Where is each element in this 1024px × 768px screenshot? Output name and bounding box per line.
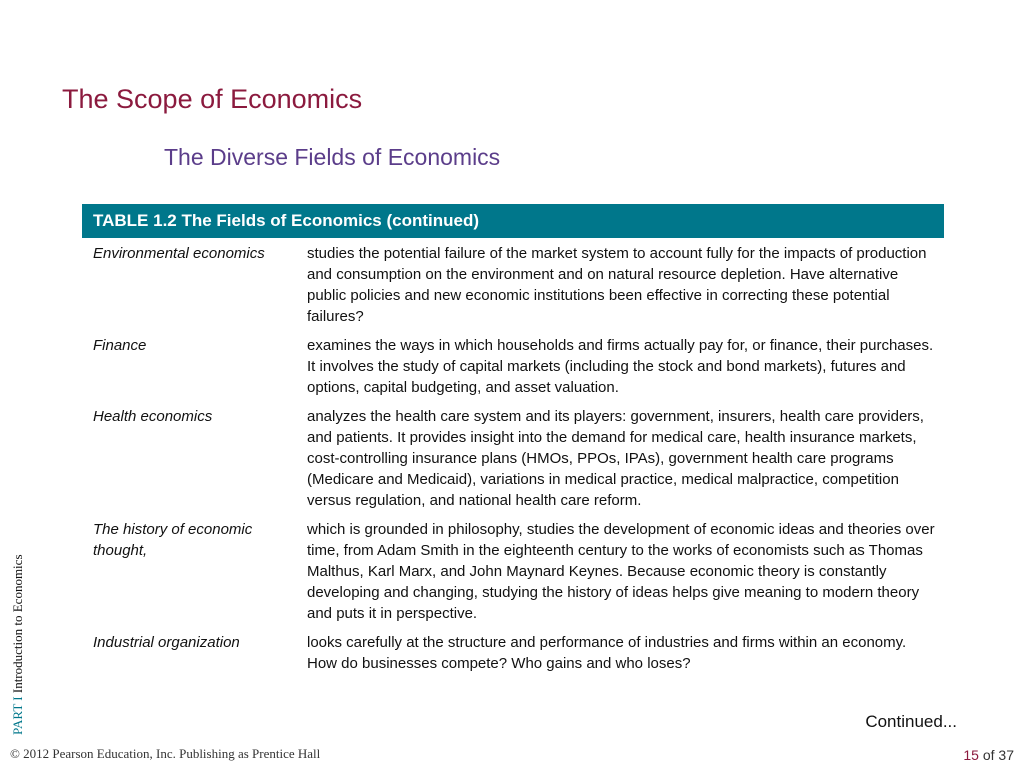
- field-definition: looks carefully at the structure and performance of industries and firms within an economy. How do businesses compete? Who gains and who loses?: [307, 634, 907, 672]
- side-part-number: PART I: [10, 696, 25, 735]
- field-term: Industrial organization: [93, 634, 240, 651]
- side-part-title: Introduction to Economics: [10, 554, 25, 694]
- page-total: 37: [998, 747, 1014, 763]
- field-term: Finance: [93, 337, 147, 354]
- page-separator: of: [982, 747, 995, 763]
- footer-copyright: © 2012 Pearson Education, Inc. Publishing as Prentice Hall: [10, 746, 321, 761]
- field-definition: analyzes the health care system and its players: government, insurers, health care providers, and patients. It provides insight into the demand for medical care, health insurance markets, cost-controlling insurance plans (HMOs, PPOs, IPAs), government health care programs (Medicare and Medicaid), variations in medical practice, medical malpractice, competition versus regulation, and national health care reform.: [307, 408, 924, 509]
- page-number: [963, 747, 1014, 763]
- field-definition: examines the ways in which households and firms actually pay for, or finance, their purchases. It involves the study of capital markets (including the stock and bond markets), futures and options, capital budgeting, and asset valuation.: [307, 337, 934, 396]
- field-term: The history of economic thought,: [93, 521, 253, 559]
- table-row: [82, 632, 944, 674]
- field-definition: which is grounded in philosophy, studies the development of economic ideas and theories over time, from Adam Smith in the eighteenth century to the works of economists such as Thomas Malthus, Karl Marx, and John Maynard Keynes. Because economic theory is constantly developing and changing, studying the history of ideas helps give meaning to modern theory and puts it in perspective.: [307, 521, 935, 622]
- table-row: [82, 243, 944, 327]
- fields-table: [82, 243, 944, 682]
- slide-subtitle: The Diverse Fields of Economics: [164, 144, 501, 170]
- table-row: [82, 335, 944, 398]
- page-current: 15: [963, 747, 979, 763]
- field-term: Environmental economics: [93, 245, 265, 262]
- table-row: [82, 406, 944, 511]
- slide-title: The Scope of Economics: [62, 84, 363, 114]
- field-definition: studies the potential failure of the market system to account fully for the impacts of production and consumption on the environment and on natural resource depletion. Have alternative public policies and new economic institutions been effective in correcting these potential failures?: [307, 245, 927, 325]
- continued-label: Continued...: [865, 712, 957, 731]
- table-header: TABLE 1.2 The Fields of Economics (continued): [82, 204, 944, 238]
- table-row: [82, 519, 944, 624]
- side-part-label: [10, 555, 26, 736]
- field-term: Health economics: [93, 408, 213, 425]
